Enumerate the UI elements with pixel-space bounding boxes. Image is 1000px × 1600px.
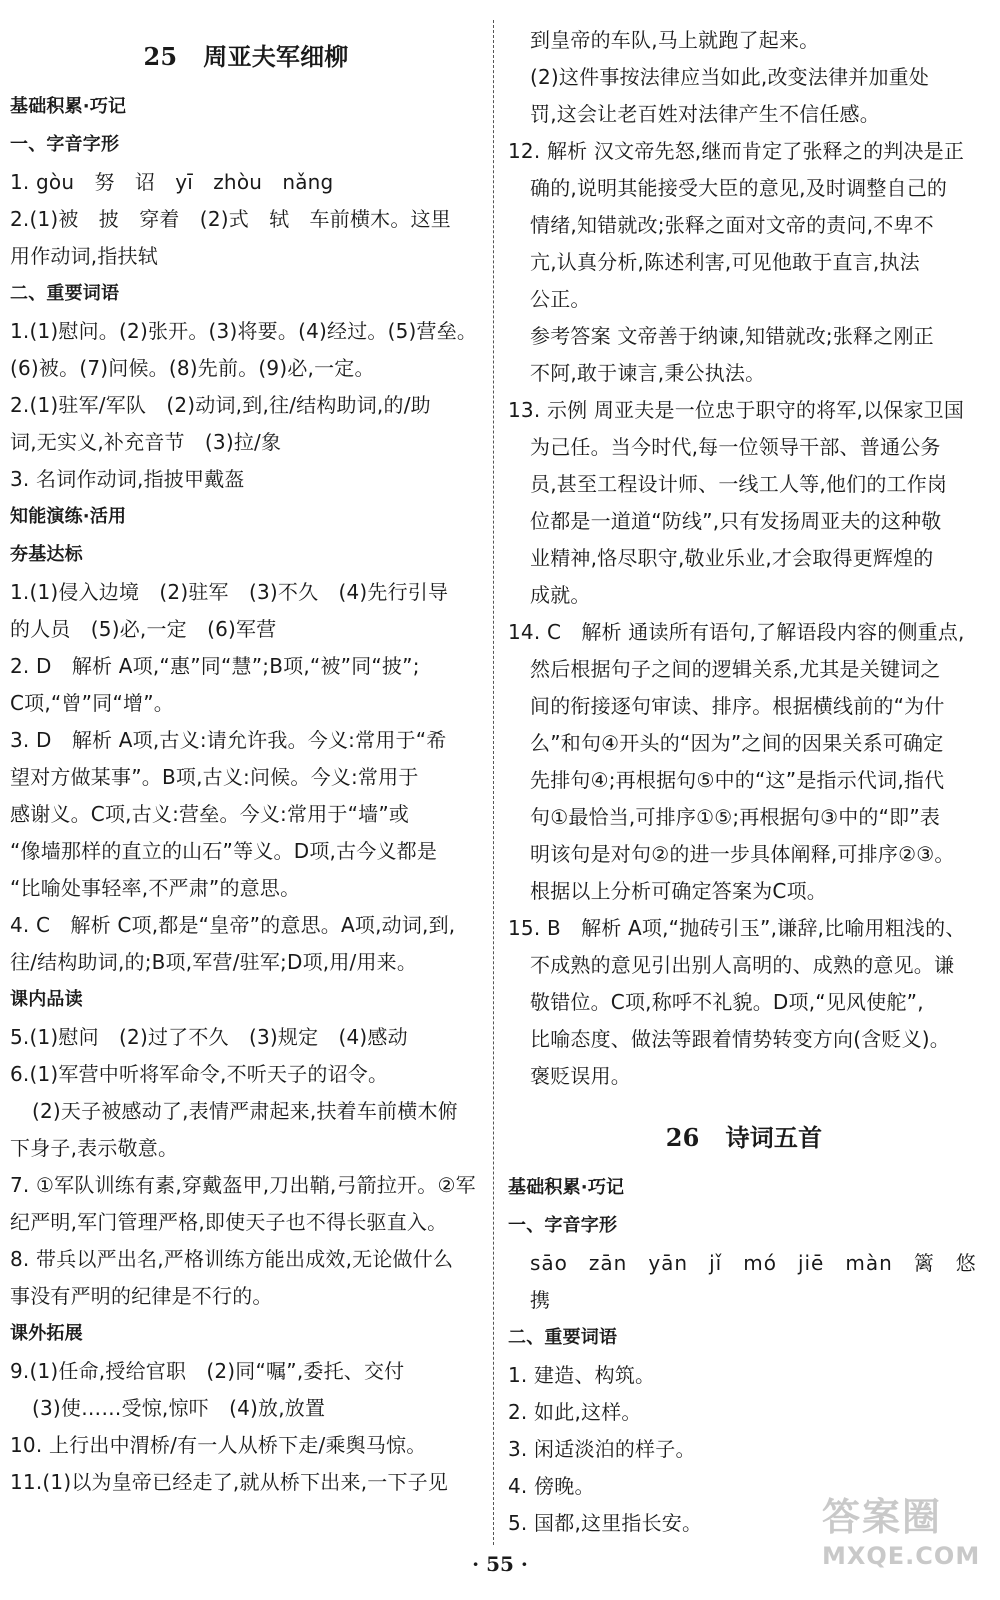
answer-line: 罚,这会让老百姓对法律产生不信任感。 [530,102,880,126]
answer-line: “像墙那样的直立的山石”等义。D项,古今义都是 [10,839,438,863]
answer-line: 13. 示例 周亚夫是一位忠于职守的将军,以保家卫国 [508,398,965,422]
answer-line: 用作动词,指扶轼 [10,244,158,268]
answer-line: 先排句④;再根据句⑤中的“这”是指示代词,指代 [530,768,945,792]
answer-line: 11.(1)以为皇帝已经走了,就从桥下出来,一下子见 [10,1470,449,1494]
answer-line: sāo zān yān jǐ mó jiē màn 篱 悠 携 [530,1251,998,1312]
title-number: 26 [665,1123,700,1152]
answer-line: 6.(1)军营中听将军命令,不听天子的诏令。 [10,1062,389,1086]
section-heading: 课外拓展 [10,1323,83,1344]
answer-line: 1. gòu 努 诏 yī zhòu nǎng [10,170,334,194]
answer-line: 1.(1)侵入边境 (2)驻军 (3)不久 (4)先行引导 [10,580,449,604]
section-heading: 二、重要词语 [10,283,120,304]
section-title-25 [10,34,482,80]
answer-line: 纪严明,军门管理严格,即使天子也不得长驱直入。 [10,1210,448,1234]
answer-line: 业精神,恪尽职守,敬业乐业,才会取得更辉煌的 [530,546,934,570]
answer-line: 然后根据句子之间的逻辑关系,尤其是关键词之 [530,657,941,681]
left-answer-list [10,88,482,1501]
answer-line: (2)这件事按法律应当如此,改变法律并加重处 [530,65,930,89]
answer-line: 确的,说明其能接受大臣的意见,及时调整自己的 [530,176,948,200]
title-text: 诗词五首 [725,1124,823,1152]
answer-line: 3. D 解析 A项,古义:请允许我。今义:常用于“希 [10,728,447,752]
answer-line: (6)被。(7)问候。(8)先前。(9)必,一定。 [10,356,375,380]
section-heading: 一、字音字形 [10,134,120,155]
answer-line: 5.(1)慰问 (2)过了不久 (3)规定 (4)感动 [10,1025,408,1049]
answer-line: 不成熟的意见引出别人高明的、成熟的意见。谦 [530,953,955,977]
answer-line: 公正。 [530,287,591,311]
column-divider [493,20,494,1545]
answer-line: 1.(1)慰问。(2)张开。(3)将要。(4)经过。(5)营垒。 [10,319,478,343]
answer-line: “比喻处事轻率,不严肃”的意思。 [10,876,301,900]
watermark-url: MXQE.COM [822,1542,981,1570]
answer-line: 参考答案 文帝善于纳谏,知错就改;张释之刚正 [530,324,934,348]
answer-line: 不阿,敢于谏言,秉公执法。 [530,361,766,385]
answer-line: 14. C 解析 通读所有语句,了解语段内容的侧重点, [508,620,965,644]
answer-line: 词,无实义,补充音节 (3)拉/象 [10,430,282,454]
answer-line: 4. 傍晚。 [508,1474,595,1498]
answer-line: 5. 国都,这里指长安。 [508,1511,703,1535]
answer-line: 敬错位。C项,称呼不礼貌。D项,“见风使舵”, [530,990,924,1014]
answer-line: 明该句是对句②的进一步具体阐释,可排序②③。 [530,842,955,866]
section-heading: 一、字音字形 [508,1215,618,1236]
right-column [508,22,998,1542]
answer-line: 2.(1)被 披 穿着 (2)式 轼 车前横木。这里 [10,207,451,231]
section-heading: 知能演练·活用 [10,506,127,527]
answer-line: 句①最恰当,可排序①⑤;再根据句③中的“即”表 [530,805,941,829]
answer-line: 么”和句④开头的“因为”之间的因果关系可确定 [530,731,944,755]
watermark-text: 答案圈 [822,1495,943,1539]
left-column [10,30,482,1501]
answer-line: 4. C 解析 C项,都是“皇帝”的意思。A项,动词,到, [10,913,456,937]
answer-line: 成就。 [530,583,591,607]
answer-line: 2. D 解析 A项,“惠”同“慧”;B项,“被”同“披”; [10,654,420,678]
watermark-logo [822,1492,992,1592]
answer-line: 到皇帝的车队,马上就跑了起来。 [530,28,820,52]
answer-line: 7. ①军队训练有素,穿戴盔甲,刀出鞘,弓箭拉开。②军 [10,1173,476,1197]
title-text: 周亚夫军细柳 [203,43,349,71]
answer-line: 10. 上行出中渭桥/有一人从桥下走/乘舆马惊。 [10,1433,427,1457]
right-answer-list [508,22,980,1095]
answer-line: 15. B 解析 A项,“抛砖引玉”,谦辞,比喻用粗浅的、 [508,916,966,940]
answer-line: 望对方做某事”。B项,古义:问候。今义:常用于 [10,765,419,789]
answer-line: 褒贬误用。 [530,1064,631,1088]
answer-line: 间的衔接逐句审读、排序。根据横线前的“为什 [530,694,945,718]
answer-line: 9.(1)任命,授给官职 (2)同“嘱”,委托、交付 [10,1359,405,1383]
answer-line: 亢,认真分析,陈述利害,可见他敢于直言,执法 [530,250,920,274]
section-heading: 课内品读 [10,989,83,1010]
answer-line: 2.(1)驻军/军队 (2)动词,到,往/结构助词,的/助 [10,393,431,417]
answer-line: 下身子,表示敬意。 [10,1136,179,1160]
answer-line: (3)使……受惊,惊吓 (4)放,放置 [32,1396,326,1420]
answer-line: 3. 名词作动词,指披甲戴盔 [10,467,245,491]
answer-line: 2. 如此,这样。 [508,1400,642,1424]
answer-line: 员,甚至工程设计师、一线工人等,他们的工作岗 [530,472,948,496]
answer-line: 根据以上分析可确定答案为C项。 [530,879,827,903]
section-heading: 二、重要词语 [508,1327,618,1348]
section-heading: 基础积累·巧记 [10,96,127,117]
answer-line: 往/结构助词,的;B项,军营/驻军;D项,用/用来。 [10,950,418,974]
answer-line: 事没有严明的纪律是不行的。 [10,1284,273,1308]
answer-line: 12. 解析 汉文帝先怒,继而肯定了张释之的判决是正 [508,139,965,163]
answer-line: 位都是一道道“防线”,只有发扬周亚夫的这种敬 [530,509,942,533]
page-number: · 55 · [472,1552,528,1576]
answer-line: (2)天子被感动了,表情严肃起来,扶着车前横木俯 [32,1099,458,1123]
answer-line: 的人员 (5)必,一定 (6)军营 [10,617,277,641]
answer-line: 感谢义。C项,古义:营垒。今义:常用于“墙”或 [10,802,410,826]
answer-line: 8. 带兵以严出名,严格训练方能出成效,无论做什么 [10,1247,454,1271]
answer-line: 1. 建造、构筑。 [508,1363,656,1387]
answer-line: 情绪,知错就改;张释之面对文帝的责问,不卑不 [530,213,934,237]
section-heading: 基础积累·巧记 [508,1177,625,1198]
answer-line: 3. 闲适淡泊的样子。 [508,1437,696,1461]
answer-line: C项,“曾”同“增”。 [10,691,174,715]
answer-line: 为己任。当今时代,每一位领导干部、普通公务 [530,435,941,459]
section-title-26 [508,1115,980,1161]
right-answer-list-2 [508,1169,998,1542]
section-heading: 夯基达标 [10,544,83,565]
title-number: 25 [143,42,178,71]
answer-line: 比喻态度、做法等跟着情势转变方向(含贬义)。 [530,1027,951,1051]
